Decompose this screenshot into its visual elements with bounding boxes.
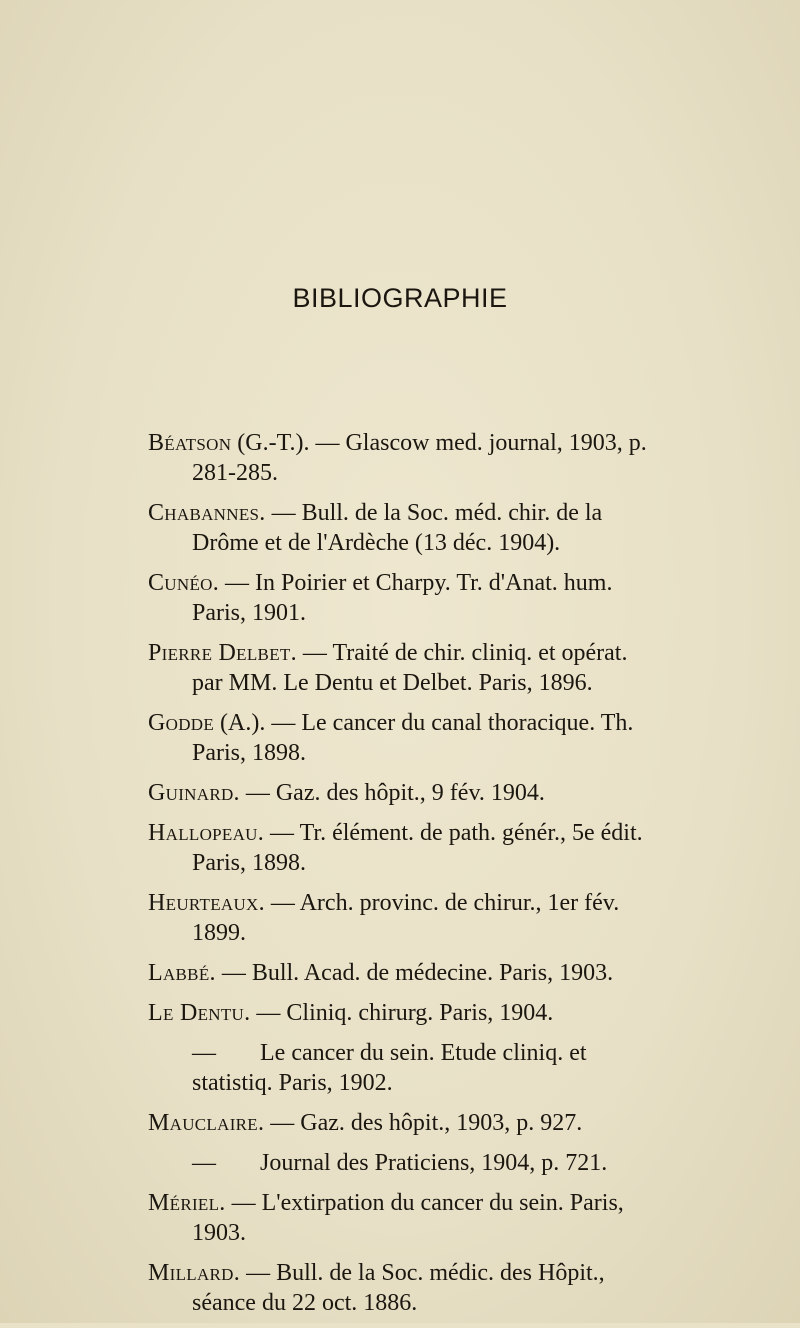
bibliography-entry <box>148 818 648 878</box>
entry-text: (G.-T.). — Glascow med. journal, 1903, p. 281-285. <box>192 430 647 486</box>
bibliography-entry <box>148 1108 648 1138</box>
page-title: BIBLIOGRAPHIE <box>292 283 508 313</box>
bibliography-entry <box>148 888 648 948</box>
bibliography-entry <box>148 638 648 698</box>
entry-author: Cunéo. <box>148 570 220 596</box>
entry-author: Labbé. <box>148 960 216 986</box>
entry-text: Journal des Praticiens, 1904, p. 721. <box>260 1150 608 1176</box>
bibliography-entry <box>148 1038 648 1098</box>
entry-text: — Gaz. des hôpit., 1903, p. 927. <box>270 1110 583 1136</box>
entry-text: — Traité de chir. cliniq. et opérat. par MM. Le Dentu et Delbet. Paris, 1896. <box>192 640 628 696</box>
entry-text: — L'extirpation du cancer du sein. Paris, 1903. <box>192 1190 624 1246</box>
entry-author: Pierre Delbet. <box>148 640 297 666</box>
entry-ditto-dash: — <box>192 1040 216 1066</box>
bibliography-entry <box>148 1148 648 1178</box>
entry-author: Millard. <box>148 1260 241 1286</box>
entry-author: Mauclaire. <box>148 1110 265 1136</box>
entry-text: — Bull. Acad. de médecine. Paris, 1903. <box>221 960 614 986</box>
bibliography-entry <box>148 428 648 488</box>
entry-author: Guinard. <box>148 780 240 806</box>
entry-ditto-dash: — <box>192 1150 216 1176</box>
bibliography-entry <box>148 998 648 1028</box>
entry-text: (A.). — Le cancer du canal thoracique. Th. Paris, 1898. <box>192 710 634 766</box>
bibliography-entry <box>148 498 648 558</box>
bibliography-entry <box>148 1258 648 1318</box>
entry-text: — Arch. provinc. de chirur., 1er fév. 1899. <box>192 890 620 946</box>
entry-author: Mériel. <box>148 1190 226 1216</box>
bibliography-entry <box>148 568 648 628</box>
entry-text: — In Poirier et Charpy. Tr. d'Anat. hum. Paris, 1901. <box>192 570 613 626</box>
entry-text: — Cliniq. chirurg. Paris, 1904. <box>256 1000 554 1026</box>
entry-author: Hallopeau. <box>148 820 265 846</box>
entry-text: Le cancer du sein. Etude cliniq. et statistiq. Paris, 1902. <box>192 1040 587 1096</box>
entry-author: Heurteaux. <box>148 890 265 916</box>
entry-text: — Bull. de la Soc. méd. chir. de la Drôme et de l'Ardèche (13 déc. 1904). <box>192 500 603 556</box>
entry-author: Béatson <box>148 430 232 456</box>
bibliography-entry <box>148 708 648 768</box>
entry-author: Godde <box>148 710 215 736</box>
entry-text: — Gaz. des hôpit., 9 fév. 1904. <box>245 780 545 806</box>
bibliography-entry <box>148 958 648 988</box>
entry-author: Le Dentu. <box>148 1000 251 1026</box>
entry-text: — Tr. élément. de path. génér., 5e édit. Paris, 1898. <box>192 820 643 876</box>
entry-text: — Bull. de la Soc. médic. des Hôpit., séance du 22 oct. 1886. <box>192 1260 605 1316</box>
bibliography-entry <box>148 1188 648 1248</box>
bibliography-entry <box>148 778 648 808</box>
bibliography-list <box>148 428 648 1328</box>
entry-author: Chabannes. <box>148 500 266 526</box>
